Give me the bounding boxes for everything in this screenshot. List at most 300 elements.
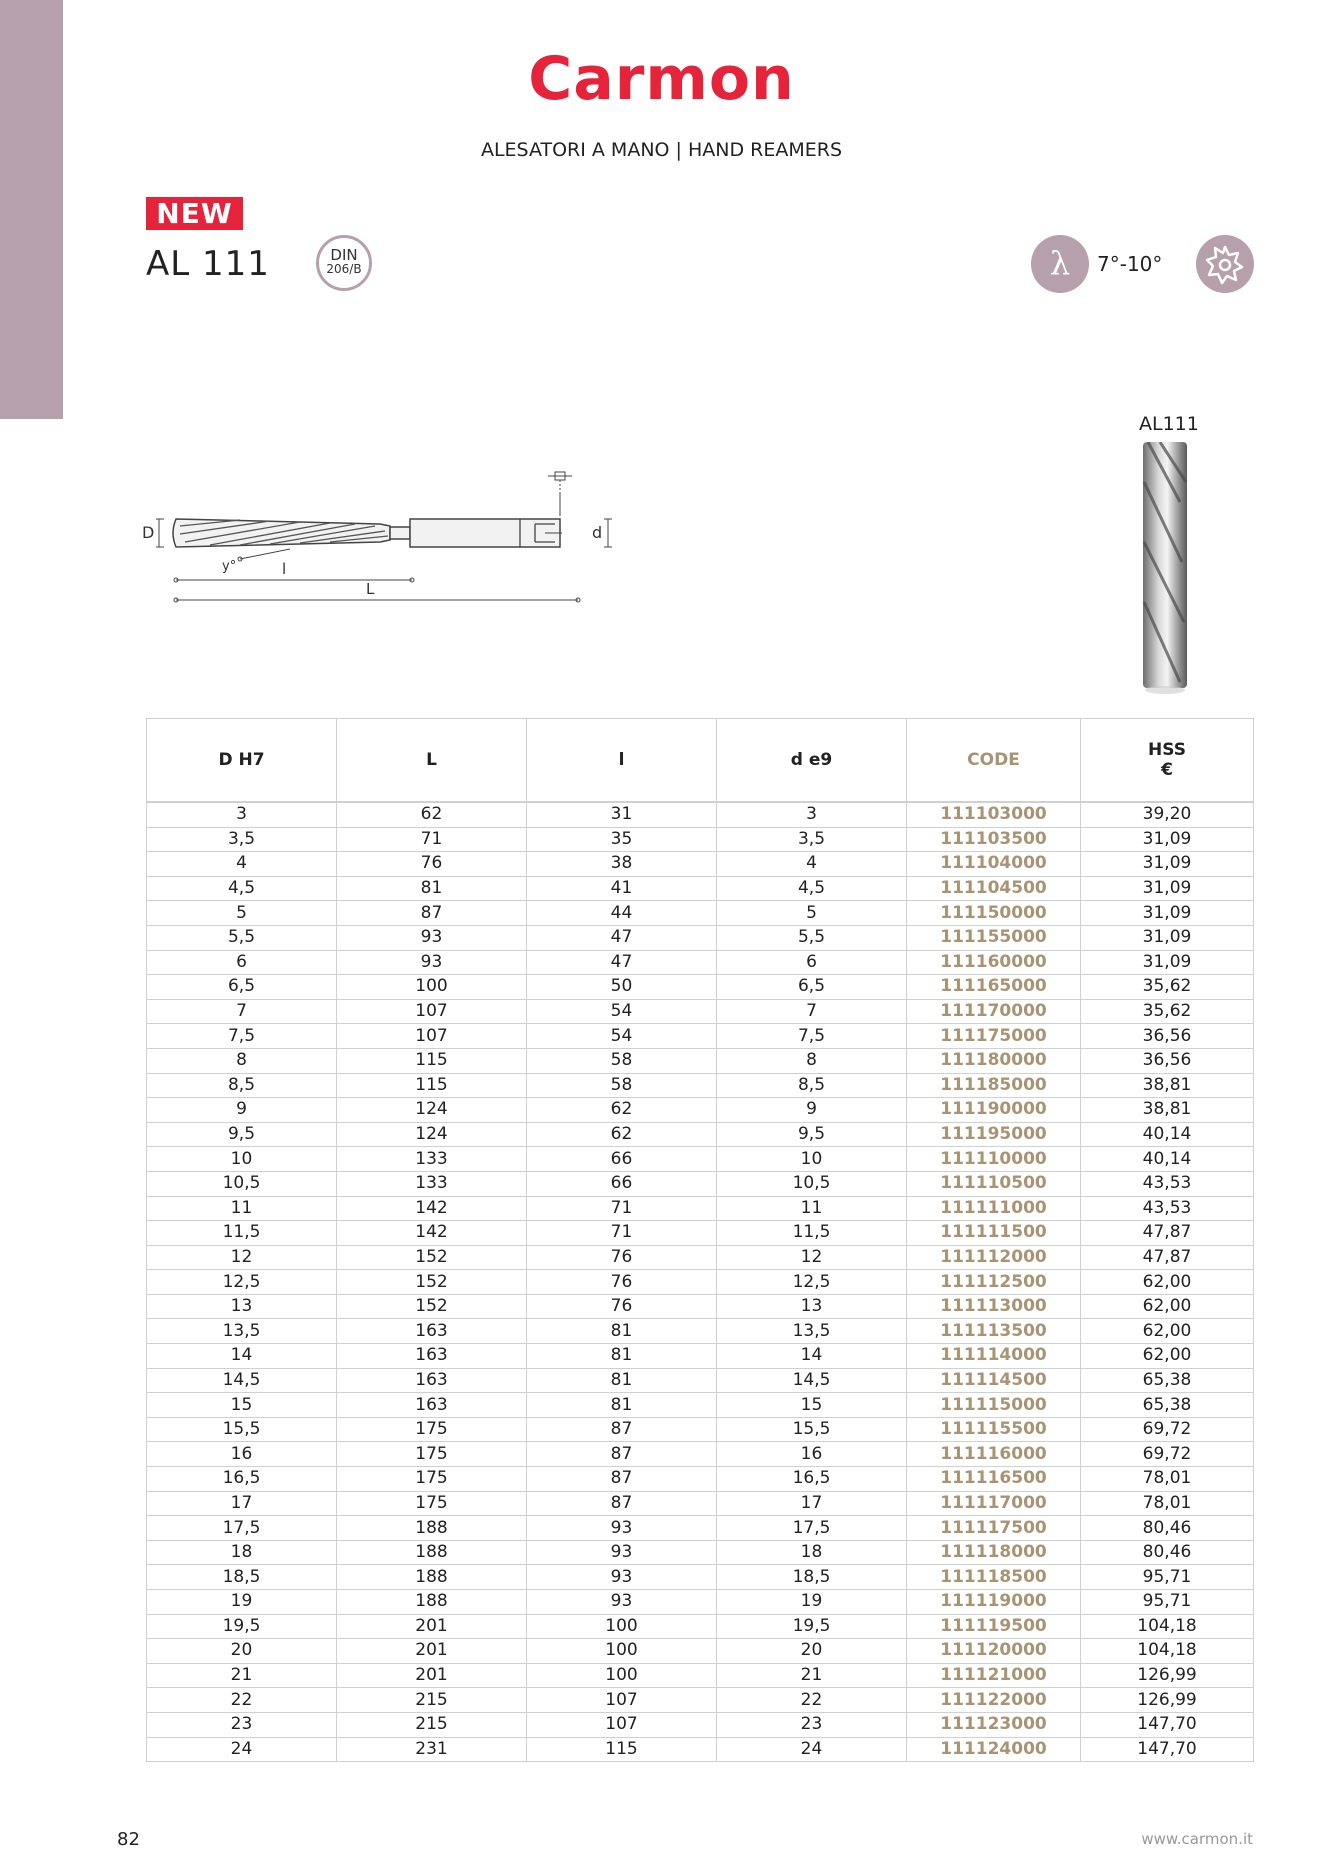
price-cell: 78,01: [1081, 1491, 1254, 1516]
shank-diameter-cell: 24: [717, 1737, 907, 1762]
flute-length-cell: 62: [527, 1098, 717, 1123]
flute-length-cell: 93: [527, 1590, 717, 1615]
table-row: [147, 1319, 1254, 1344]
reamer-photo: [1140, 442, 1194, 694]
shank-diameter-cell: 16: [717, 1442, 907, 1467]
shank-diameter-cell: 12,5: [717, 1270, 907, 1295]
shank-diameter-cell: 17: [717, 1491, 907, 1516]
table-row: [147, 1196, 1254, 1221]
diameter-cell: 3: [147, 802, 337, 827]
table-row: [147, 852, 1254, 877]
flute-length-cell: 76: [527, 1245, 717, 1270]
diameter-cell: 18,5: [147, 1565, 337, 1590]
shank-diameter-cell: 16,5: [717, 1467, 907, 1492]
total-length-cell: 124: [337, 1098, 527, 1123]
flute-length-cell: 107: [527, 1688, 717, 1713]
table-row: [147, 1171, 1254, 1196]
code-cell: 111116000: [907, 1442, 1081, 1467]
code-cell: 111115000: [907, 1393, 1081, 1418]
diameter-cell: 14,5: [147, 1368, 337, 1393]
diameter-cell: 11,5: [147, 1221, 337, 1246]
diameter-cell: 15: [147, 1393, 337, 1418]
total-length-cell: 215: [337, 1688, 527, 1713]
flute-length-cell: 81: [527, 1393, 717, 1418]
code-cell: 111116500: [907, 1467, 1081, 1492]
flute-length-cell: 71: [527, 1221, 717, 1246]
shank-diameter-cell: 10: [717, 1147, 907, 1172]
table-row: [147, 1516, 1254, 1541]
shank-diameter-cell: 4,5: [717, 876, 907, 901]
code-cell: 111118000: [907, 1540, 1081, 1565]
table-row: [147, 876, 1254, 901]
new-badge: NEW: [146, 197, 243, 230]
code-cell: 111104000: [907, 852, 1081, 877]
code-cell: 111113000: [907, 1294, 1081, 1319]
price-cell: 65,38: [1081, 1393, 1254, 1418]
diameter-cell: 17,5: [147, 1516, 337, 1541]
diameter-cell: 8: [147, 1048, 337, 1073]
table-row: [147, 802, 1254, 827]
shank-diameter-cell: 11,5: [717, 1221, 907, 1246]
total-length-cell: 115: [337, 1048, 527, 1073]
price-cell: 62,00: [1081, 1294, 1254, 1319]
price-cell: 47,87: [1081, 1245, 1254, 1270]
diameter-cell: 13,5: [147, 1319, 337, 1344]
photo-label: AL111: [1139, 413, 1199, 435]
shank-diameter-cell: 18,5: [717, 1565, 907, 1590]
total-length-cell: 62: [337, 802, 527, 827]
price-cell: 62,00: [1081, 1344, 1254, 1369]
diameter-cell: 4,5: [147, 876, 337, 901]
brand-logo: Carmon: [528, 44, 795, 114]
code-cell: 111190000: [907, 1098, 1081, 1123]
table-row: [147, 1245, 1254, 1270]
diameter-cell: 17: [147, 1491, 337, 1516]
header-total-length: L: [337, 719, 527, 803]
code-cell: 111104500: [907, 876, 1081, 901]
table-row: [147, 1712, 1254, 1737]
code-cell: 111195000: [907, 1122, 1081, 1147]
code-cell: 111118500: [907, 1565, 1081, 1590]
flute-length-cell: 87: [527, 1491, 717, 1516]
price-cell: 35,62: [1081, 975, 1254, 1000]
price-cell: 78,01: [1081, 1467, 1254, 1492]
total-length-cell: 163: [337, 1344, 527, 1369]
diameter-cell: 11: [147, 1196, 337, 1221]
diameter-cell: 10,5: [147, 1171, 337, 1196]
din-badge-icon: [316, 235, 372, 291]
table-row: [147, 1270, 1254, 1295]
total-length-cell: 115: [337, 1073, 527, 1098]
shank-diameter-cell: 11: [717, 1196, 907, 1221]
header-hss: HSS: [1148, 740, 1186, 760]
shank-diameter-cell: 19,5: [717, 1614, 907, 1639]
flute-length-cell: 93: [527, 1516, 717, 1541]
shank-diameter-cell: 15,5: [717, 1417, 907, 1442]
shank-diameter-cell: 4: [717, 852, 907, 877]
table-header-row: [147, 719, 1254, 803]
total-length-cell: 93: [337, 925, 527, 950]
diameter-cell: 9,5: [147, 1122, 337, 1147]
diameter-cell: 12: [147, 1245, 337, 1270]
flute-length-cell: 93: [527, 1565, 717, 1590]
flute-length-cell: 47: [527, 950, 717, 975]
table-row: [147, 1639, 1254, 1664]
product-table: [146, 718, 1253, 1762]
flute-length-cell: 44: [527, 901, 717, 926]
diameter-cell: 22: [147, 1688, 337, 1713]
shank-diameter-cell: 14,5: [717, 1368, 907, 1393]
diameter-cell: 21: [147, 1663, 337, 1688]
flute-length-cell: 62: [527, 1122, 717, 1147]
table-row: [147, 975, 1254, 1000]
diagram-label-l: l: [282, 560, 287, 578]
total-length-cell: 93: [337, 950, 527, 975]
total-length-cell: 188: [337, 1540, 527, 1565]
table-row: [147, 1688, 1254, 1713]
table-row: [147, 925, 1254, 950]
total-length-cell: 107: [337, 999, 527, 1024]
diameter-cell: 6: [147, 950, 337, 975]
total-length-cell: 81: [337, 876, 527, 901]
total-length-cell: 175: [337, 1442, 527, 1467]
price-cell: 104,18: [1081, 1639, 1254, 1664]
diameter-cell: 5: [147, 901, 337, 926]
total-length-cell: 142: [337, 1196, 527, 1221]
price-cell: 31,09: [1081, 925, 1254, 950]
diameter-cell: 5,5: [147, 925, 337, 950]
flute-length-cell: 76: [527, 1270, 717, 1295]
total-length-cell: 152: [337, 1245, 527, 1270]
price-cell: 36,56: [1081, 1024, 1254, 1049]
flute-length-cell: 81: [527, 1319, 717, 1344]
shank-diameter-cell: 20: [717, 1639, 907, 1664]
total-length-cell: 163: [337, 1368, 527, 1393]
total-length-cell: 100: [337, 975, 527, 1000]
table-row: [147, 1073, 1254, 1098]
price-cell: 31,09: [1081, 827, 1254, 852]
price-cell: 47,87: [1081, 1221, 1254, 1246]
diameter-cell: 15,5: [147, 1417, 337, 1442]
flute-length-cell: 58: [527, 1048, 717, 1073]
code-cell: 111113500: [907, 1319, 1081, 1344]
table-row: [147, 1098, 1254, 1123]
total-length-cell: 107: [337, 1024, 527, 1049]
code-cell: 111120000: [907, 1639, 1081, 1664]
diameter-cell: 24: [147, 1737, 337, 1762]
code-cell: 111185000: [907, 1073, 1081, 1098]
page-subtitle: ALESATORI A MANO | HAND REAMERS: [480, 139, 843, 161]
price-cell: 104,18: [1081, 1614, 1254, 1639]
diameter-cell: 9: [147, 1098, 337, 1123]
shank-diameter-cell: 8,5: [717, 1073, 907, 1098]
shank-diameter-cell: 13: [717, 1294, 907, 1319]
table-row: [147, 1737, 1254, 1762]
code-cell: 111117500: [907, 1516, 1081, 1541]
header-shank-diameter: d e9: [717, 719, 907, 803]
flute-length-cell: 31: [527, 802, 717, 827]
price-cell: 80,46: [1081, 1540, 1254, 1565]
diagram-label-angle: y°: [222, 559, 237, 574]
shank-diameter-cell: 7,5: [717, 1024, 907, 1049]
price-cell: 95,71: [1081, 1590, 1254, 1615]
shank-diameter-cell: 19: [717, 1590, 907, 1615]
flute-length-cell: 87: [527, 1417, 717, 1442]
table-row: [147, 1024, 1254, 1049]
price-cell: 31,09: [1081, 901, 1254, 926]
flute-length-cell: 100: [527, 1639, 717, 1664]
shank-diameter-cell: 9: [717, 1098, 907, 1123]
code-cell: 111111500: [907, 1221, 1081, 1246]
code-cell: 111150000: [907, 901, 1081, 926]
total-length-cell: 201: [337, 1639, 527, 1664]
total-length-cell: 188: [337, 1590, 527, 1615]
diameter-cell: 19,5: [147, 1614, 337, 1639]
price-cell: 38,81: [1081, 1098, 1254, 1123]
diameter-cell: 23: [147, 1712, 337, 1737]
price-cell: 126,99: [1081, 1663, 1254, 1688]
shank-diameter-cell: 21: [717, 1663, 907, 1688]
total-length-cell: 215: [337, 1712, 527, 1737]
total-length-cell: 152: [337, 1270, 527, 1295]
total-length-cell: 71: [337, 827, 527, 852]
shank-diameter-cell: 6: [717, 950, 907, 975]
code-cell: 111110500: [907, 1171, 1081, 1196]
code-cell: 111119000: [907, 1590, 1081, 1615]
price-cell: 147,70: [1081, 1712, 1254, 1737]
din-label: DIN: [330, 246, 358, 264]
price-cell: 62,00: [1081, 1319, 1254, 1344]
shank-diameter-cell: 14: [717, 1344, 907, 1369]
table-row: [147, 827, 1254, 852]
diameter-cell: 3,5: [147, 827, 337, 852]
code-cell: 111123000: [907, 1712, 1081, 1737]
price-cell: 43,53: [1081, 1171, 1254, 1196]
shank-diameter-cell: 23: [717, 1712, 907, 1737]
header-hss-price: [1081, 719, 1254, 803]
total-length-cell: 175: [337, 1467, 527, 1492]
price-cell: 69,72: [1081, 1417, 1254, 1442]
table-row: [147, 1147, 1254, 1172]
flute-length-cell: 66: [527, 1147, 717, 1172]
total-length-cell: 201: [337, 1614, 527, 1639]
price-cell: 31,09: [1081, 950, 1254, 975]
header-code: CODE: [907, 719, 1081, 803]
model-title: AL 111: [146, 244, 270, 284]
code-cell: 111122000: [907, 1688, 1081, 1713]
flute-length-cell: 115: [527, 1737, 717, 1762]
flute-length-cell: 71: [527, 1196, 717, 1221]
shank-diameter-cell: 8: [717, 1048, 907, 1073]
code-cell: 111124000: [907, 1737, 1081, 1762]
price-cell: 40,14: [1081, 1122, 1254, 1147]
shank-diameter-cell: 10,5: [717, 1171, 907, 1196]
total-length-cell: 133: [337, 1171, 527, 1196]
price-cell: 38,81: [1081, 1073, 1254, 1098]
table-row: [147, 1491, 1254, 1516]
code-cell: 111111000: [907, 1196, 1081, 1221]
code-cell: 111114000: [907, 1344, 1081, 1369]
table-row: [147, 1368, 1254, 1393]
code-cell: 111103000: [907, 802, 1081, 827]
code-cell: 111180000: [907, 1048, 1081, 1073]
cutting-edge-icon: [1196, 235, 1254, 293]
diagram-label-L: L: [366, 580, 375, 598]
diameter-cell: 4: [147, 852, 337, 877]
diameter-cell: 16: [147, 1442, 337, 1467]
diameter-cell: 10: [147, 1147, 337, 1172]
table-row: [147, 1442, 1254, 1467]
header-currency: €: [1161, 760, 1173, 780]
code-cell: 111115500: [907, 1417, 1081, 1442]
price-cell: 31,09: [1081, 852, 1254, 877]
table-row: [147, 1393, 1254, 1418]
table-row: [147, 999, 1254, 1024]
table-row: [147, 1663, 1254, 1688]
shank-diameter-cell: 5: [717, 901, 907, 926]
flute-length-cell: 41: [527, 876, 717, 901]
price-cell: 126,99: [1081, 1688, 1254, 1713]
table-row: [147, 1614, 1254, 1639]
flute-length-cell: 100: [527, 1663, 717, 1688]
table-row: [147, 1590, 1254, 1615]
price-cell: 31,09: [1081, 876, 1254, 901]
total-length-cell: 124: [337, 1122, 527, 1147]
page-number: 82: [117, 1829, 140, 1850]
header-flute-length: l: [527, 719, 717, 803]
flute-length-cell: 54: [527, 999, 717, 1024]
table-row: [147, 1048, 1254, 1073]
table-row: [147, 901, 1254, 926]
diagram-label-d: d: [592, 523, 603, 542]
flute-length-cell: 81: [527, 1368, 717, 1393]
table-row: [147, 1344, 1254, 1369]
flute-length-cell: 81: [527, 1344, 717, 1369]
code-cell: 111170000: [907, 999, 1081, 1024]
code-cell: 111119500: [907, 1614, 1081, 1639]
diameter-cell: 12,5: [147, 1270, 337, 1295]
code-cell: 111175000: [907, 1024, 1081, 1049]
diameter-cell: 7,5: [147, 1024, 337, 1049]
code-cell: 111165000: [907, 975, 1081, 1000]
diameter-cell: 14: [147, 1344, 337, 1369]
price-cell: 80,46: [1081, 1516, 1254, 1541]
total-length-cell: 201: [337, 1663, 527, 1688]
code-cell: 111117000: [907, 1491, 1081, 1516]
shank-diameter-cell: 17,5: [717, 1516, 907, 1541]
flute-length-cell: 87: [527, 1467, 717, 1492]
code-cell: 111110000: [907, 1147, 1081, 1172]
flute-length-cell: 38: [527, 852, 717, 877]
total-length-cell: 188: [337, 1516, 527, 1541]
code-cell: 111121000: [907, 1663, 1081, 1688]
shank-diameter-cell: 22: [717, 1688, 907, 1713]
flute-length-cell: 93: [527, 1540, 717, 1565]
table-row: [147, 1417, 1254, 1442]
flute-length-cell: 66: [527, 1171, 717, 1196]
diameter-cell: 6,5: [147, 975, 337, 1000]
diameter-cell: 8,5: [147, 1073, 337, 1098]
shank-diameter-cell: 12: [717, 1245, 907, 1270]
total-length-cell: 188: [337, 1565, 527, 1590]
total-length-cell: 152: [337, 1294, 527, 1319]
table-row: [147, 1294, 1254, 1319]
diameter-cell: 13: [147, 1294, 337, 1319]
header-diameter: D H7: [147, 719, 337, 803]
shank-diameter-cell: 9,5: [717, 1122, 907, 1147]
total-length-cell: 76: [337, 852, 527, 877]
diagram-label-D: D: [142, 523, 155, 542]
price-cell: 43,53: [1081, 1196, 1254, 1221]
price-cell: 36,56: [1081, 1048, 1254, 1073]
flute-length-cell: 76: [527, 1294, 717, 1319]
table-row: [147, 1467, 1254, 1492]
table-row: [147, 1540, 1254, 1565]
flute-length-cell: 107: [527, 1712, 717, 1737]
diameter-cell: 20: [147, 1639, 337, 1664]
diameter-cell: 18: [147, 1540, 337, 1565]
total-length-cell: 163: [337, 1319, 527, 1344]
flute-length-cell: 35: [527, 827, 717, 852]
flute-length-cell: 50: [527, 975, 717, 1000]
price-cell: 62,00: [1081, 1270, 1254, 1295]
code-cell: 111114500: [907, 1368, 1081, 1393]
shank-diameter-cell: 13,5: [717, 1319, 907, 1344]
total-length-cell: 175: [337, 1491, 527, 1516]
shank-diameter-cell: 3: [717, 802, 907, 827]
flute-length-cell: 47: [527, 925, 717, 950]
shank-diameter-cell: 6,5: [717, 975, 907, 1000]
code-cell: 111112000: [907, 1245, 1081, 1270]
shank-diameter-cell: 3,5: [717, 827, 907, 852]
code-cell: 111112500: [907, 1270, 1081, 1295]
website-link[interactable]: www.carmon.it: [1141, 1830, 1253, 1848]
price-cell: 40,14: [1081, 1147, 1254, 1172]
shank-diameter-cell: 5,5: [717, 925, 907, 950]
price-cell: 65,38: [1081, 1368, 1254, 1393]
din-standard: 206/B: [326, 262, 362, 276]
code-cell: 111103500: [907, 827, 1081, 852]
shank-diameter-cell: 15: [717, 1393, 907, 1418]
flute-length-cell: 100: [527, 1614, 717, 1639]
price-cell: 69,72: [1081, 1442, 1254, 1467]
table-row: [147, 1565, 1254, 1590]
diameter-cell: 19: [147, 1590, 337, 1615]
total-length-cell: 142: [337, 1221, 527, 1246]
helix-angle: 7°-10°: [1097, 252, 1163, 276]
table-row: [147, 1122, 1254, 1147]
diameter-cell: 7: [147, 999, 337, 1024]
price-cell: 35,62: [1081, 999, 1254, 1024]
total-length-cell: 175: [337, 1417, 527, 1442]
price-cell: 39,20: [1081, 802, 1254, 827]
lambda-icon: λ: [1031, 235, 1089, 293]
total-length-cell: 163: [337, 1393, 527, 1418]
flute-length-cell: 54: [527, 1024, 717, 1049]
total-length-cell: 231: [337, 1737, 527, 1762]
flute-length-cell: 87: [527, 1442, 717, 1467]
diameter-cell: 16,5: [147, 1467, 337, 1492]
total-length-cell: 133: [337, 1147, 527, 1172]
table-row: [147, 950, 1254, 975]
shank-diameter-cell: 7: [717, 999, 907, 1024]
code-cell: 111155000: [907, 925, 1081, 950]
code-cell: 111160000: [907, 950, 1081, 975]
total-length-cell: 87: [337, 901, 527, 926]
table-row: [147, 1221, 1254, 1246]
price-cell: 147,70: [1081, 1737, 1254, 1762]
flute-length-cell: 58: [527, 1073, 717, 1098]
